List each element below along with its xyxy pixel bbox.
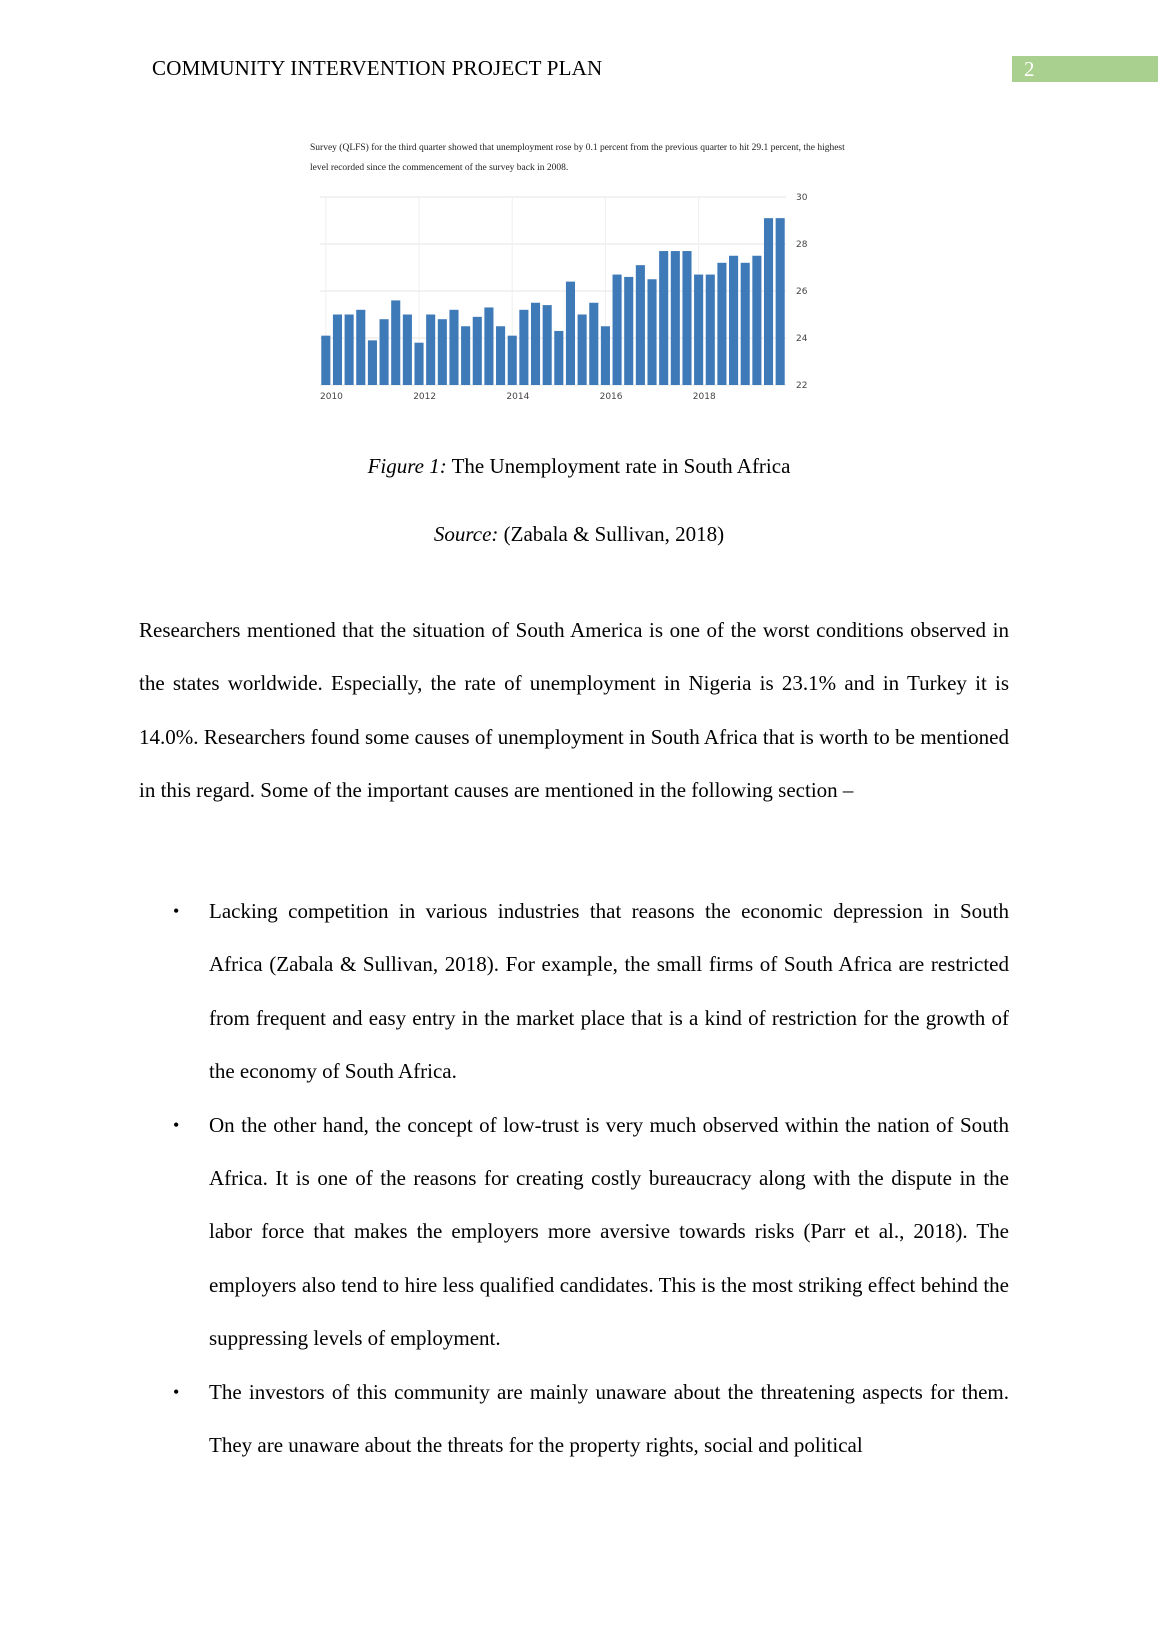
chart-y-tick-label: 26 xyxy=(796,287,808,297)
chart-bar xyxy=(613,275,622,385)
figure-caption-text: The Unemployment rate in South Africa xyxy=(446,454,791,478)
list-item xyxy=(139,1099,1009,1366)
chart-bar xyxy=(624,277,633,385)
chart-bar xyxy=(496,326,505,385)
causes-list xyxy=(139,885,1009,1472)
chart-bar xyxy=(752,256,761,385)
chart-x-tick-label: 2018 xyxy=(692,392,716,402)
chart-bar xyxy=(484,307,493,385)
list-item xyxy=(139,885,1009,1099)
figure-image xyxy=(300,138,860,438)
chart-bar xyxy=(449,310,458,385)
chart-bar xyxy=(403,315,412,386)
figure-source-text: (Zabala & Sullivan, 2018) xyxy=(498,522,725,546)
chart-bar xyxy=(717,263,726,385)
chart-bar xyxy=(368,340,377,385)
list-item xyxy=(139,1366,1009,1473)
chart-bar xyxy=(729,256,738,385)
figure-source xyxy=(0,522,1158,547)
unemployment-bar-chart xyxy=(300,193,840,418)
chart-bar xyxy=(380,319,389,385)
chart-bar xyxy=(647,279,656,385)
bullet-icon: • xyxy=(173,1381,180,1402)
running-head: COMMUNITY INTERVENTION PROJECT PLAN xyxy=(152,56,603,80)
chart-x-tick-label: 2012 xyxy=(413,392,437,402)
chart-bar xyxy=(764,218,773,385)
chart-bar xyxy=(531,303,540,385)
chart-bar xyxy=(589,303,598,385)
chart-y-ticks xyxy=(796,193,808,391)
chart-bar xyxy=(391,300,400,385)
chart-y-tick-label: 22 xyxy=(796,381,808,391)
page-number: 2 xyxy=(1024,57,1035,81)
chart-bar xyxy=(636,265,645,385)
figure-embedded-text: Survey (QLFS) for the third quarter showed that unemployment rose by 0.1 percent from the previous quarter to hit 29.1 percent, the highest level recorded since the commencement of the survey back in 2008. xyxy=(310,143,845,173)
chart-bar xyxy=(776,218,785,385)
figure-caption-label: Figure 1: xyxy=(367,454,447,478)
chart-bar xyxy=(682,251,691,385)
chart-bar xyxy=(321,336,330,385)
chart-bar xyxy=(473,317,482,385)
chart-bar xyxy=(414,343,423,385)
chart-bar xyxy=(519,310,528,385)
figure-source-label: Source: xyxy=(433,522,499,546)
chart-bar xyxy=(578,315,587,386)
chart-x-tick-label: 2016 xyxy=(599,392,623,402)
chart-bar xyxy=(566,282,575,385)
body-paragraph: Researchers mentioned that the situation of South America is one of the worst conditions observed in the states worldwide. Especially, the rate of unemployment in Nigeria is 23.1% and in Turkey it is 14.0%. Researchers found some causes of unemployment in South Africa that is worth to be mentioned in this regard. Some of the important causes are mentioned in the following section – xyxy=(139,618,1009,803)
list-item-text: On the other hand, the concept of low-trust is very much observed within the nation of South Africa. It is one of the reasons for creating costly bureaucracy along with the dispute in the labor force that makes the employers more aversive towards risks (Parr et al., 2018). The employers also tend to hire less qualified candidates. This is the most striking effect behind the suppressing levels of employment. xyxy=(209,1112,1009,1351)
chart-bar xyxy=(554,331,563,385)
chart-bar xyxy=(356,310,365,385)
chart-bar xyxy=(333,315,342,386)
page-number-box xyxy=(1012,56,1158,82)
chart-bar xyxy=(461,326,470,385)
chart-bar xyxy=(438,319,447,385)
chart-bar xyxy=(741,263,750,385)
chart-bar xyxy=(508,336,517,385)
chart-bar xyxy=(601,326,610,385)
figure-caption xyxy=(0,454,1158,479)
chart-grid xyxy=(320,197,786,385)
list-item-text: The investors of this community are mainly unaware about the threatening aspects for them. They are unaware about the threats for the property rights, social and political xyxy=(209,1379,1009,1458)
chart-bar xyxy=(706,275,715,385)
chart-bar xyxy=(426,315,435,386)
chart-x-ticks xyxy=(320,392,716,402)
chart-x-tick-label: 2014 xyxy=(506,392,530,402)
chart-y-tick-label: 30 xyxy=(796,193,808,203)
chart-x-tick-label: 2010 xyxy=(320,392,343,402)
chart-bars xyxy=(321,218,784,385)
chart-y-tick-label: 28 xyxy=(796,240,808,250)
chart-bar xyxy=(543,305,552,385)
chart-bar xyxy=(671,251,680,385)
chart-bar xyxy=(659,251,668,385)
list-item-text: Lacking competition in various industries that reasons the economic depression in South Africa (Zabala & Sullivan, 2018). For example, the small firms of South Africa are restricted from frequent and easy entry in the market place that is a kind of restriction for the growth of the economy of South Africa. xyxy=(209,899,1009,1084)
chart-y-tick-label: 24 xyxy=(796,334,808,344)
bullet-icon: • xyxy=(173,901,180,921)
bullet-icon: • xyxy=(173,1114,180,1135)
chart-bar xyxy=(345,315,354,386)
chart-bar xyxy=(694,275,703,385)
